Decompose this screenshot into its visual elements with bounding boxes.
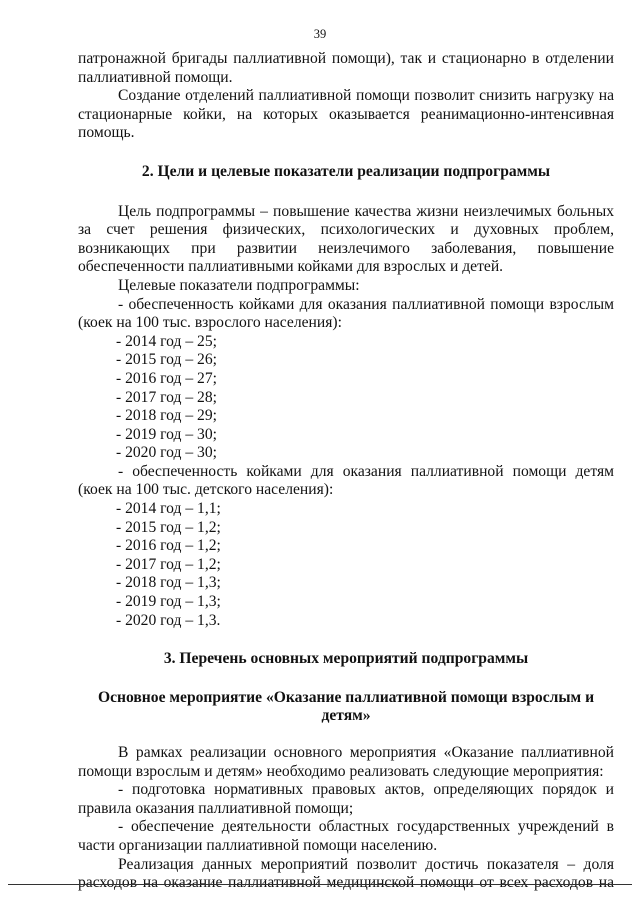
adult-indicator-label: - обеспеченность койками для оказания паллиативной помощи взрослым (коек на 100 тыс. взрослого населения):	[78, 295, 614, 332]
list-item: - 2018 год – 1,3;	[116, 574, 221, 592]
list-item: - 2020 год – 30;	[116, 444, 217, 462]
list-item: - 2016 год – 1,2;	[116, 537, 221, 555]
list-item: - 2017 год – 1,2;	[116, 555, 221, 573]
list-item: - 2015 год – 26;	[116, 351, 217, 369]
list-item: - 2018 год – 29;	[116, 407, 217, 425]
children-indicator-label: - обеспеченность койками для оказания паллиативной помощи детям (коек на 100 тыс. детского населения):	[78, 462, 614, 499]
list-item: - 2020 год – 1,3.	[116, 611, 221, 629]
list-item: - 2019 год – 30;	[116, 425, 217, 443]
page-number: 39	[313, 27, 327, 41]
section-2-heading: 2. Цели и целевые показатели реализации подпрограммы	[141, 162, 551, 180]
goal-paragraph: Цель подпрограммы – повышение качества жизни неизлечимых больных за счет решения физических, психологических и духовных проблем, возникающих при развитии неизлечимого заболевания, повышение обеспеченности паллиативными койками для взрослых и детей.	[78, 202, 614, 276]
list-item: - 2014 год – 25;	[116, 332, 217, 350]
list-item: - 2016 год – 27;	[116, 369, 217, 387]
page-bottom-rule	[8, 884, 632, 885]
section-3-heading: 3. Перечень основных мероприятий подпрограммы	[163, 650, 529, 668]
result-paragraph: Реализация данных мероприятий позволит достичь показателя – доля расходов на оказание паллиативной медицинской помощи от всех расходов на	[78, 855, 614, 892]
activities-intro-paragraph: В рамках реализации основного мероприятия «Оказание паллиативной помощи взрослым и детям» необходимо реализовать следующие мероприятия:	[78, 744, 614, 780]
list-item: - 2014 год – 1,1;	[116, 500, 221, 518]
intro-paragraph-1: патронажной бригады паллиативной помощи), так и стационарно в отделении паллиативной помощи.	[78, 50, 614, 86]
activity-item-2: - обеспечение деятельности областных государственных учреждений в части организации паллиативной помощи населению.	[78, 818, 614, 854]
children-indicator-list	[78, 500, 614, 630]
list-item: - 2015 год – 1,2;	[116, 518, 221, 536]
document-body	[78, 50, 614, 893]
adult-indicator-list	[78, 333, 614, 463]
intro-paragraph-2: Создание отделений паллиативной помощи позволит снизить нагрузку на стационарные койки, на которых оказывается реанимационно-интенсивная помощь.	[78, 87, 614, 142]
activity-item-1: - подготовка нормативных правовых актов, определяющих порядок и правила оказания паллиативной помощи;	[78, 781, 614, 817]
indicators-label: Целевые показатели подпрограммы:	[118, 276, 360, 294]
main-activity-heading: Основное мероприятие «Оказание паллиативной помощи взрослым и детям»	[97, 688, 595, 725]
list-item: - 2019 год – 1,3;	[116, 593, 221, 611]
list-item: - 2017 год – 28;	[116, 388, 217, 406]
